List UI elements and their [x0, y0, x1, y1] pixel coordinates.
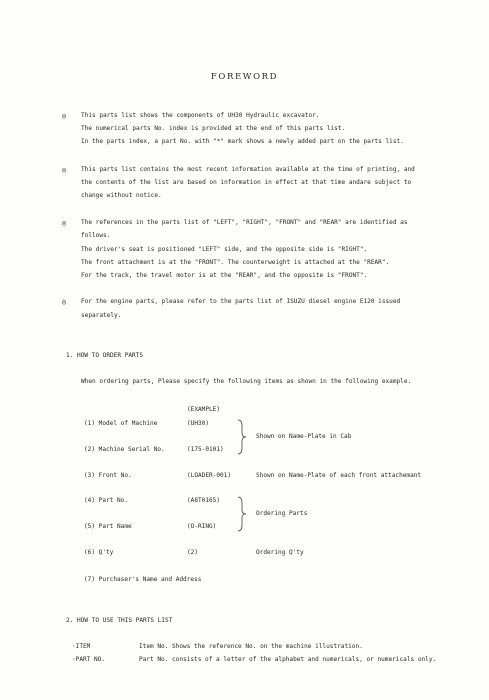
bullet-mark-icon: ◎: [62, 166, 67, 174]
definition-desc: Item No. Shows the reference No. on the machine illustration.: [139, 643, 363, 650]
order-item-label: (2) Machine Serial No.: [84, 446, 165, 453]
paragraph-line: separately.: [81, 312, 122, 319]
definition-desc: Part No. consists of a letter of the alphabet and numericals, or numericals only.: [139, 656, 437, 663]
paragraph-line: follows.: [81, 232, 111, 239]
paragraph-line: For the track, the travel motor is at the "REAR", and the opposite is "FRONT".: [81, 272, 368, 279]
paragraph-line: the contents of the list are based on information in effect at that time andare subject to: [81, 179, 412, 186]
definition-term: ·PART NO.: [72, 656, 106, 663]
order-item-example: (2): [187, 549, 199, 556]
order-item-label: (6) Q'ty: [84, 549, 114, 556]
brace-icon: [236, 418, 248, 456]
order-item-note: Ordering Q'ty: [256, 549, 304, 556]
example-header: (EXAMPLE): [187, 406, 221, 413]
paragraph-line: This parts list shows the components of UH30 Hydraulic excavator.: [81, 112, 320, 119]
page-title: FOREWORD: [210, 72, 279, 82]
bullet-mark-icon: ◎: [62, 219, 67, 227]
brace-icon: [236, 495, 248, 533]
section-heading: 2. HOW TO USE THIS PARTS LIST: [66, 617, 173, 624]
paragraph-line: change without notice.: [81, 192, 162, 199]
order-item-label: (7) Purchaser's Name and Address: [84, 576, 202, 583]
order-item-note: Shown on Name-Plate of each front attachemant: [256, 472, 422, 479]
order-item-label: (5) Part Name: [84, 523, 132, 530]
section-intro: When ordering parts, Please specify the following items as shown in the following example.: [81, 378, 412, 385]
paragraph-line: In the parts index, a part No. with "*" mark shows a newly added part on the parts list.: [81, 138, 404, 145]
definition-term: ·ITEM: [72, 643, 91, 650]
bullet-mark-icon: ◎: [62, 112, 67, 120]
order-item-label: (3) Front No.: [84, 472, 132, 479]
section-heading: 1. HOW TO ORDER PARTS: [66, 352, 144, 359]
paragraph-line: This parts list contains the most recent information available at the time of printing, and: [81, 166, 415, 173]
group-note-cab: Shown on Name-Plate in Cab: [256, 433, 352, 440]
paragraph-line: For the engine parts, please refer to the parts list of ISUZU diesel engine E120 issued: [81, 298, 401, 305]
paragraph-line: The numerical parts No. index is provided at the end of this parts list.: [81, 125, 346, 132]
order-item-label: (4) Part No.: [84, 497, 129, 504]
paragraph-line: The driver's seat is positioned "LEFT" side, and the opposite side is "RIGHT".: [81, 246, 368, 253]
paragraph-line: The references in the parts list of "LEFT", "RIGHT", "FRONT" and "REAR" are identified as: [81, 219, 408, 226]
paragraph-line: The front attachment is at the "FRONT". The counterweight is attached at the "REAR".: [81, 259, 390, 266]
order-item-example: (UH30): [187, 420, 210, 427]
order-item-label: (1) Model of Machine: [84, 420, 158, 427]
group-note-parts: Ordering Parts: [256, 510, 308, 517]
order-item-example: (O-RING): [187, 523, 217, 530]
order-item-example: (LOADER-001): [187, 472, 232, 479]
order-item-example: (175-0101): [187, 446, 224, 453]
order-item-example: (A8T0165): [187, 497, 221, 504]
bullet-mark-icon: ◎: [62, 298, 67, 306]
